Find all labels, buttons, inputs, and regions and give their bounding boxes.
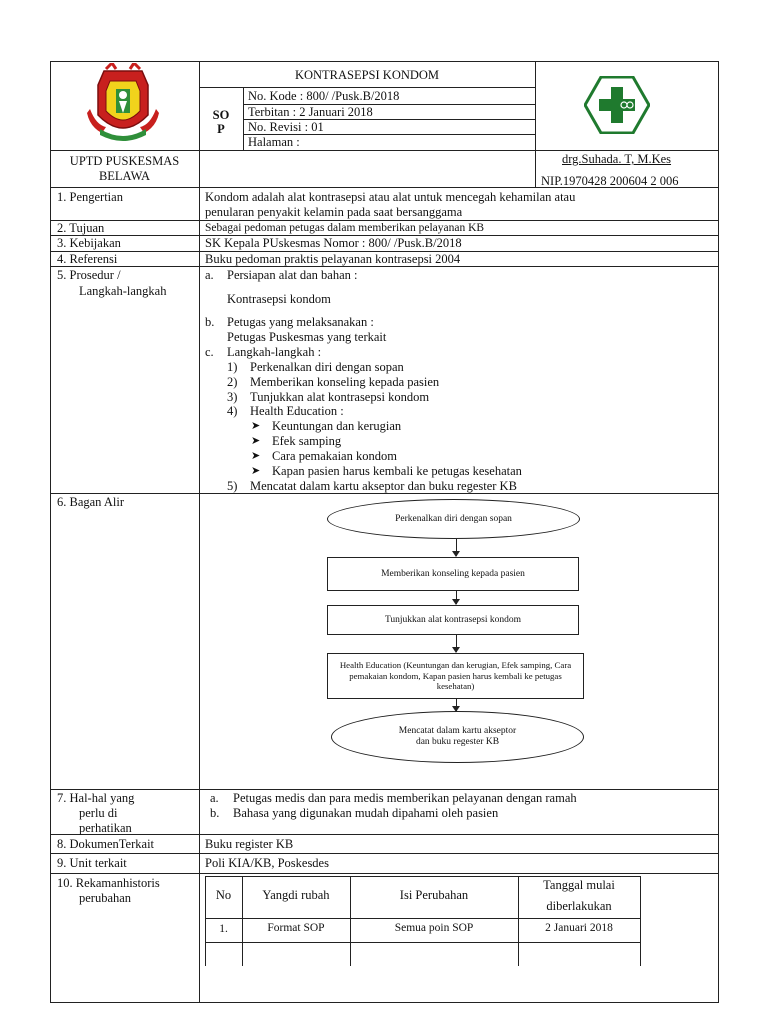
no-kode: No. Kode : 800/ /Pusk.B/2018 [248, 89, 400, 103]
step-text: Mencatat dalam kartu akseptor dan buku regester KB [250, 479, 517, 493]
history-cell-tgl: 2 Januari 2018 [545, 922, 613, 934]
prosedur-b-title: Petugas yang melaksanakan : [227, 315, 374, 329]
flow-node-start: Perkenalkan diri dengan sopan [327, 499, 580, 539]
rekaman-label-2: perubahan [79, 891, 132, 905]
signer-name: drg.Suhada. T, M.Kes [562, 152, 672, 166]
row-line-6 [50, 789, 718, 790]
hal-label-2: perlu di [79, 806, 118, 820]
history-table-top [205, 876, 641, 877]
prosedur-c-title: Langkah-langkah : [227, 345, 322, 359]
tujuan-label: 2. Tujuan [57, 221, 105, 235]
health-item: Efek samping [272, 434, 342, 448]
header-title-line [199, 87, 535, 88]
pengertian-text-1: Kondom adalah alat kontrasepsi atau alat untuk mencegah kehamilan atau [205, 190, 576, 204]
unit-text: Poli KIA/KB, Poskesdes [205, 856, 329, 870]
history-header-no: No [215, 888, 232, 902]
history-cell-isi: Semua poin SOP [394, 922, 474, 934]
prosedur-a-marker: a. [205, 268, 214, 282]
health-item: Keuntungan dan kerugian [272, 419, 402, 433]
step-text: Health Education : [250, 404, 344, 418]
hal-a-marker: a. [210, 791, 219, 805]
step-number: 2) [227, 375, 238, 389]
history-header-tgl-1: Tanggal mulai [543, 878, 615, 892]
sop-label-line1: SO [212, 108, 230, 122]
prosedur-b-marker: b. [205, 315, 215, 329]
history-table [205, 876, 641, 966]
tujuan-text: Sebagai pedoman petugas dalam memberikan pelayanan KB [205, 222, 485, 234]
prosedur-label-1: 5. Prosedur / [57, 268, 121, 282]
step-text: Perkenalkan diri dengan sopan [250, 360, 404, 374]
kebijakan-text: SK Kepala PUskesmas Nomor : 800/ /Pusk.B/2018 [205, 236, 462, 250]
flow-node-tunjukkan: Tunjukkan alat kontrasepsi kondom [327, 605, 579, 635]
history-cell-yang: Format SOP [267, 922, 325, 934]
flow-node-konseling: Memberikan konseling kepada pasien [327, 557, 579, 591]
prosedur-label-2: Langkah-langkah [79, 284, 167, 298]
row-line-9 [50, 873, 718, 874]
step-text: Tunjukkan alat kontrasepsi kondom [250, 390, 430, 404]
row-line-7 [50, 834, 718, 835]
signer-nip: NIP.1970428 200604 2 006 [541, 174, 679, 188]
kebijakan-label: 3. Kebijakan [57, 236, 121, 250]
frame-left [50, 61, 51, 1002]
terbitan: Terbitan : 2 Januari 2018 [248, 105, 373, 119]
flow-node-health-education: Health Education (Keuntungan dan kerugian, Efek samping, Cara pemakaian kondom, Kapan pasien harus kembali ke petugas kesehatan) [327, 653, 584, 699]
pengertian-text-2: penularan penyakit kelamin pada saat bersanggama [205, 205, 463, 219]
hal-b-marker: b. [210, 806, 220, 820]
history-cell-no: 1. [219, 923, 228, 935]
prosedur-c-marker: c. [205, 345, 214, 359]
flow-node-end: Mencatat dalam kartu akseptor dan buku regester KB [331, 711, 584, 763]
history-table-row-line [205, 942, 641, 943]
arrow-bullet-icon: ➤ [251, 435, 261, 447]
sop-label-line2: P [217, 122, 225, 136]
history-table-right [640, 876, 641, 966]
regency-emblem-logo [86, 63, 160, 141]
rekaman-label-1: 10. Rekamanhistoris [57, 876, 160, 890]
step-number: 3) [227, 390, 238, 404]
history-header-tgl-2: diberlakukan [546, 899, 612, 913]
prosedur-b-item: Petugas Puskesmas yang terkait [227, 330, 387, 344]
frame-right [718, 61, 719, 1002]
history-header-isi: Isi Perubahan [399, 888, 469, 902]
step-number: 5) [227, 479, 238, 493]
referensi-label: 4. Referensi [57, 252, 118, 266]
org-name-line2: BELAWA [98, 169, 151, 183]
health-item: Kapan pasien harus kembali ke petugas kesehatan [272, 464, 522, 478]
halaman: Halaman : [248, 135, 300, 149]
hal-b-text: Bahasa yang digunakan mudah dipahami oleh pasien [233, 806, 499, 820]
pengertian-label: 1. Pengertian [57, 190, 123, 204]
history-header-yang: Yangdi rubah [262, 888, 330, 902]
hal-a-text: Petugas medis dan para medis memberikan pelayanan dengan ramah [233, 791, 577, 805]
history-table-header-line [205, 918, 641, 919]
unit-label: 9. Unit terkait [57, 856, 127, 870]
health-item: Cara pemakaian kondom [272, 449, 397, 463]
body-divider [199, 187, 200, 1002]
emblem-icon [86, 63, 160, 141]
step-number: 1) [227, 360, 238, 374]
frame-top [50, 61, 718, 62]
puskesmas-logo [584, 76, 650, 134]
hal-label-3: perhatikan [79, 821, 132, 835]
referensi-text: Buku pedoman praktis pelayanan kontrasepsi 2004 [205, 252, 461, 266]
arrow-bullet-icon: ➤ [251, 420, 261, 432]
arrow-bullet-icon: ➤ [251, 465, 261, 477]
hal-label-1: 7. Hal-hal yang [57, 791, 135, 805]
header-line-mid [50, 150, 718, 151]
frame-bottom [50, 1002, 719, 1003]
bagan-label: 6. Bagan Alir [57, 495, 125, 509]
green-cross-icon [584, 76, 650, 134]
no-revisi: No. Revisi : 01 [248, 120, 324, 134]
dokumen-label: 8. DokumenTerkait [57, 837, 155, 851]
org-name-line1: UPTD PUSKESMAS [69, 154, 180, 168]
header-divider-right [535, 61, 536, 187]
dokumen-text: Buku register KB [205, 837, 294, 851]
arrow-bullet-icon: ➤ [251, 450, 261, 462]
document-title: KONTRASEPSI KONDOM [294, 68, 440, 82]
prosedur-a-item: Kontrasepsi kondom [227, 292, 331, 306]
step-number: 4) [227, 404, 238, 418]
step-text: Memberikan konseling kepada pasien [250, 375, 440, 389]
prosedur-a-title: Persiapan alat dan bahan : [227, 268, 358, 282]
row-line-8 [50, 853, 718, 854]
